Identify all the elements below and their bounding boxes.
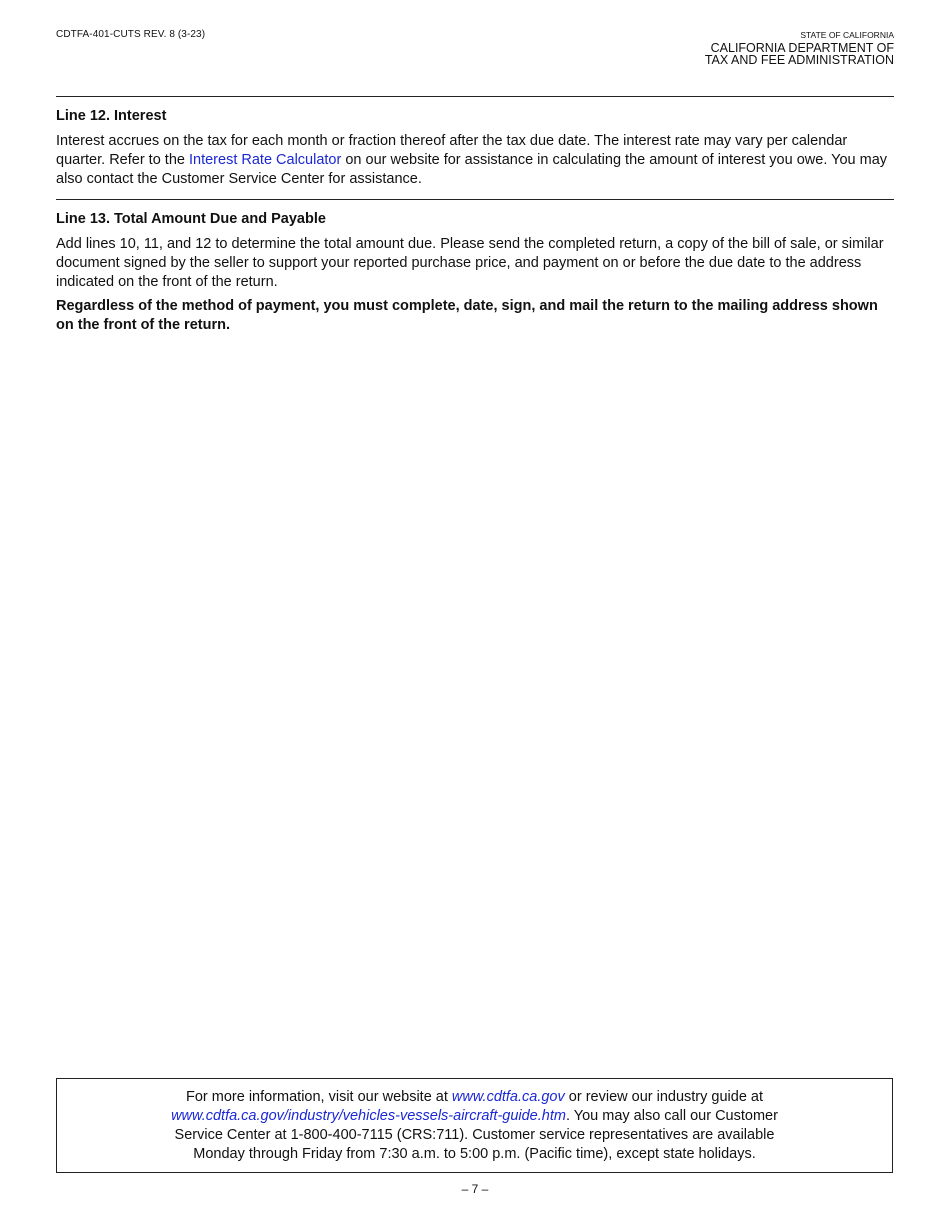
department-line-1: CALIFORNIA DEPARTMENT OF [710,40,894,55]
line-12-text-before: Interest accrues on the tax for each month or fraction thereof after the tax due date. The interest rate may vary per calendar quarter. Refer to the [56,133,848,168]
line-12-text-after: on our website for assistance in calculating the amount of interest you owe. You may also contact the Customer Service Center for assistance. [56,152,888,187]
line-13-section [56,211,894,340]
line-13-heading: Line 13. Total Amount Due and Payable [56,211,326,227]
info-text-2: or review our industry guide at [564,1089,764,1105]
interest-rate-calculator-link[interactable]: Interest Rate Calculator [189,152,342,168]
form-id: CDTFA-401-CUTS REV. 8 (3-23) [56,29,206,40]
line-13-bold-notice: Regardless of the method of payment, you must complete, date, sign, and mail the return to the mailing address shown on the front of the return. [56,298,878,333]
website-link[interactable]: www.cdtfa.ca.gov [451,1089,565,1105]
state-label: STATE OF CALIFORNIA [800,30,894,40]
info-text-3: . You may also call our Customer [565,1108,778,1124]
more-information-box [56,1078,893,1173]
line-13-paragraph: Add lines 10, 11, and 12 to determine the total amount due. Please send the completed return, a copy of the bill of sale, or similar document signed by the seller to support your reported purchase price, and payment on or before the due date to the address indicated on the front of the return. [56,236,884,290]
header-divider [56,96,894,97]
info-line-4: Monday through Friday from 7:30 a.m. to 5:00 p.m. (Pacific time), except state holidays. [193,1146,756,1162]
line-12-section [56,108,894,194]
department-line-2: TAX AND FEE ADMINISTRATION [704,53,894,67]
page-number: – 7 – [461,1182,489,1196]
agency-header [705,29,894,67]
line-12-paragraph [56,132,894,189]
info-line-3: Service Center at 1-800-400-7115 (CRS:711). Customer service representatives are available [174,1127,775,1143]
industry-guide-link[interactable]: www.cdtfa.ca.gov/industry/vehicles-vessels-aircraft-guide.htm [171,1108,566,1124]
info-text-1: For more information, visit our website at [185,1089,452,1105]
section-divider [56,199,894,200]
info-line-2 [57,1107,892,1126]
line-12-heading: Line 12. Interest [56,108,167,124]
info-line-1 [57,1088,892,1107]
